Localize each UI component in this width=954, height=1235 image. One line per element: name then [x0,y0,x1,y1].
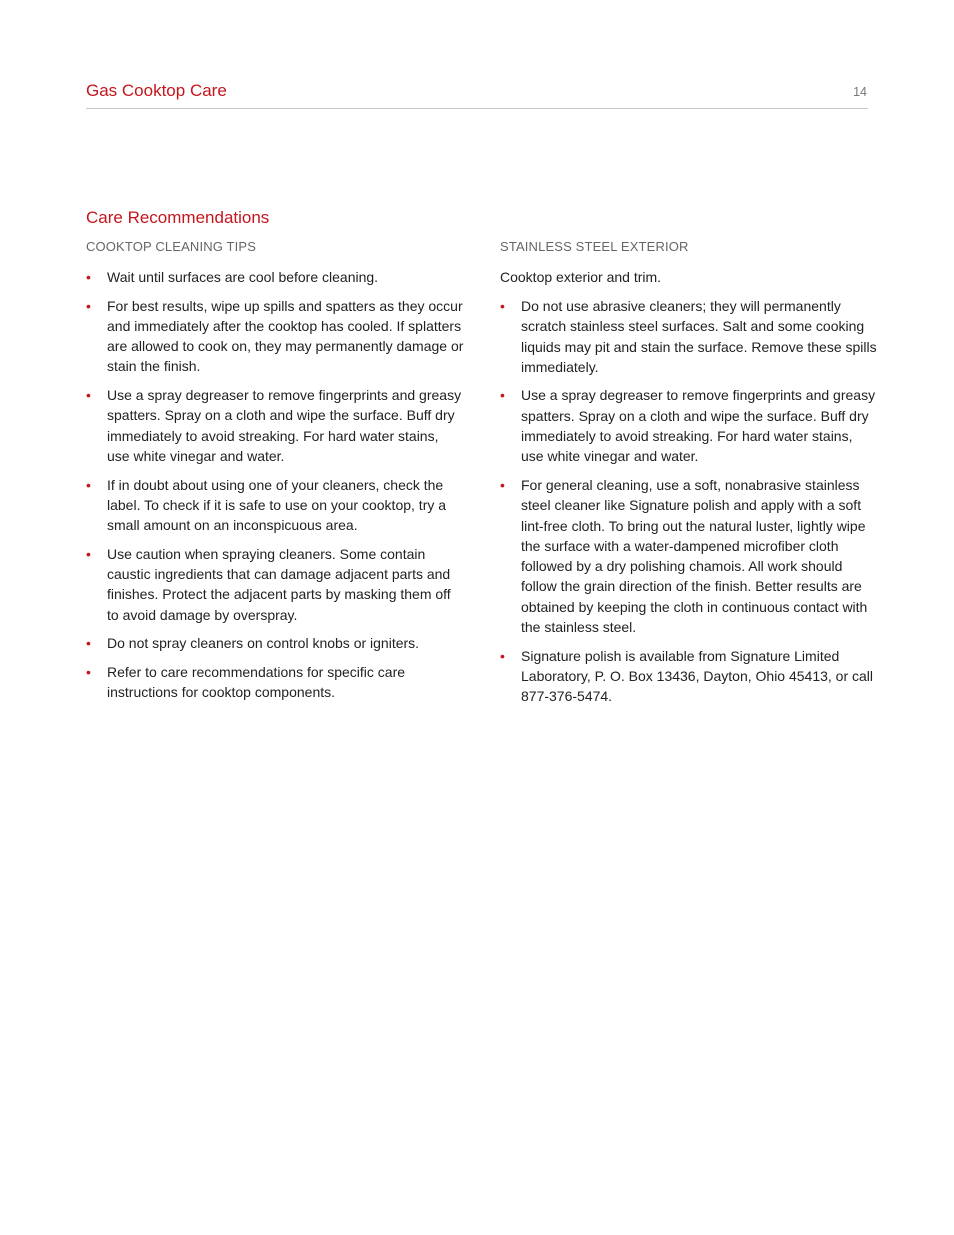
list-item-text: Signature polish is available from Signature Limited Laboratory, P. O. Box 13436, Dayton, Ohio 45413, or call 877-376-5474. [521,647,874,705]
page-header [86,80,868,109]
list-item [500,475,878,637]
list-item-text: Use caution when spraying cleaners. Some contain caustic ingredients that can damage adjacent parts and finishes. Protect the adjacent parts by masking them off to avoid damage by overspray. [107,545,451,623]
right-lead-text: Cooktop exterior and trim. [500,269,662,285]
list-item [86,296,464,377]
list-item [86,475,464,536]
stainless-steel-list [500,296,878,707]
list-item [500,296,878,377]
left-subhead: COOKTOP CLEANING TIPS [86,239,257,254]
list-item-text: For general cleaning, use a soft, nonabrasive stainless steel cleaner like Signature polish and apply with a soft lint-free cloth. To bring out the natural luster, lightly wipe the surface with a water-dampened microfiber cloth followed by a dry polishing chamois. All work should follow the grain direction of the finish. Better results are obtained by keeping the cloth in continuous contact with the stainless steel. [521,476,868,636]
list-item-text: For best results, wipe up spills and spatters as they occur and immediately after the cooktop has cooled. If splatters are allowed to cook on, they may permanently damage or stain the finish. [107,297,464,375]
left-column [86,238,464,711]
bullet-icon: • [86,545,91,562]
header-title: Gas Cooktop Care [86,81,227,100]
page-number: 14 [853,85,867,99]
list-item-text: If in doubt about using one of your cleaners, check the label. To check if it is safe to use on your cooktop, try a small amount on an inconspicuous area. [107,476,447,534]
bullet-icon: • [86,297,91,314]
list-item [86,267,464,287]
list-item-text: Refer to care recommendations for specific care instructions for cooktop components. [107,663,406,701]
list-item-text: Wait until surfaces are cool before cleaning. [107,269,379,285]
list-item [500,385,878,466]
list-item-text: Use a spray degreaser to remove fingerprints and greasy spatters. Spray on a cloth and wipe the surface. Buff dry immediately to avoid streaking. For hard water stains, use white vinegar and water. [521,387,876,465]
right-column [500,238,878,715]
bullet-icon: • [500,387,505,404]
bullet-icon: • [500,647,505,664]
bullet-icon: • [86,476,91,493]
list-item [86,544,464,625]
bullet-icon: • [500,476,505,493]
bullet-icon: • [86,387,91,404]
section-title: Care Recommendations [86,208,270,227]
list-item-text: Do not spray cleaners on control knobs or igniters. [107,635,420,652]
bullet-icon: • [86,635,91,652]
bullet-icon: • [86,269,91,285]
list-item-text: Use a spray degreaser to remove fingerprints and greasy spatters. Spray on a cloth and wipe the surface. Buff dry immediately to avoid streaking. For hard water stains, use white vinegar and water. [107,387,462,464]
bullet-icon: • [86,663,91,680]
list-item [86,662,464,703]
cleaning-tips-list [86,267,464,702]
list-item [86,385,464,466]
right-subhead: STAINLESS STEEL EXTERIOR [500,239,689,254]
bullet-icon: • [500,298,505,314]
list-item [86,633,464,653]
list-item-text: Do not use abrasive cleaners; they will permanently scratch stainless steel surfaces. Salt and some cooking liquids may pit and stain the surface. Remove these spills immediately. [521,298,877,375]
list-item [500,646,878,707]
